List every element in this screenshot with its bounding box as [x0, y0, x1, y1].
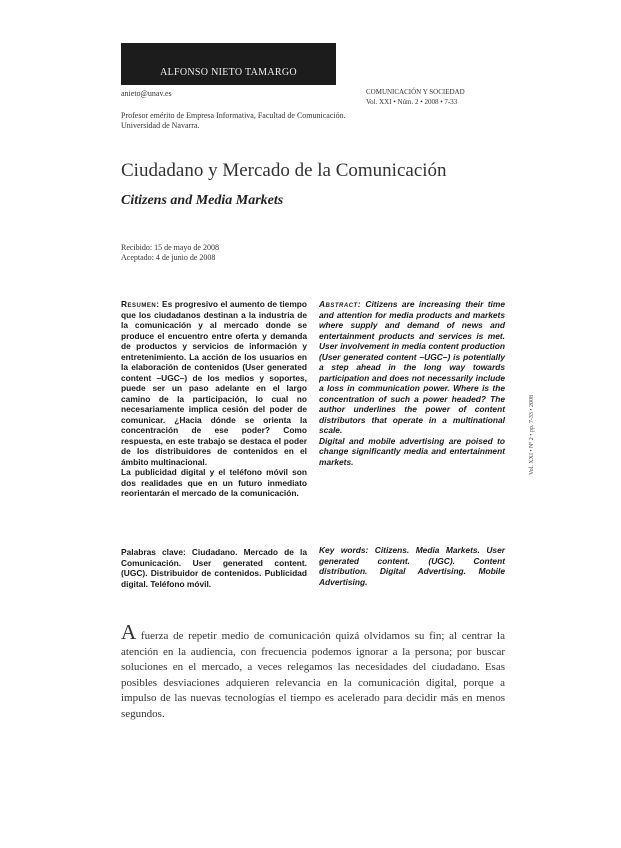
side-note-text: Vol. XXI • Nº 2 • pp. 7-33 • 2008: [529, 395, 535, 475]
side-note: [525, 380, 539, 490]
journal-header: [366, 87, 465, 107]
abstract-text-1: Citizens are increasing their time and attention for media products and markets where supply and demand of news and entertainment products and services is met. User involvement in media content production (User generated content –UGC–) is potentially a step ahead in the long way towards participation and does not necessarily include a loss in communication power. Where is the concentration of such a power headed? The author underlines the power of content distributors that operate in a multinational scale.: [319, 299, 505, 435]
resumen-column: [121, 299, 307, 499]
abstract-label: Abstract:: [319, 299, 362, 309]
keywords-en: Key words: Citizens. Media Markets. User generated content. (UGC). Content distribution. Digital Advertising. Mobile Advertising.: [319, 545, 505, 587]
body-text: [121, 620, 505, 723]
resumen-label: Resumen:: [121, 299, 160, 309]
abstract-paragraph-1: [319, 299, 505, 436]
article-title: Ciudadano y Mercado de la Comunicación: [121, 160, 447, 181]
abstract-paragraph-2: Digital and mobile advertising are poised to change significantly media and entertainment markets.: [319, 435, 505, 467]
accepted-date: Aceptado: 4 de junio de 2008: [121, 253, 216, 262]
abstract-column: [319, 299, 505, 467]
author-email[interactable]: anieto@unav.es: [121, 89, 172, 98]
journal-name: COMUNICACIÓN Y SOCIEDAD: [366, 88, 465, 96]
received-date: Recibido: 15 de mayo de 2008: [121, 243, 219, 252]
resumen-paragraph-2: La publicidad digital y el teléfono móvil son dos realidades que en un futuro inmediato reorientarán el mercado de la comunicación.: [121, 467, 307, 498]
article-subtitle: Citizens and Media Markets: [121, 193, 284, 208]
author-name: ALFONSO NIETO TAMARGO: [160, 67, 297, 78]
body-paragraph: [121, 620, 505, 723]
resumen-paragraph-1: [121, 299, 307, 467]
article-dates: [121, 243, 219, 263]
author-affiliation: Profesor emérito de Empresa Informativa, Facultad de Comunicación. Universidad de Navarra.: [121, 111, 346, 130]
body-paragraph-text: fuerza de repetir medio de comunicación quizá olvidamos su fin; al centrar la atención en la audiencia, con frecuencia podemos ignorar a la persona; por buscar soluciones en el mercado, a veces relegamos las necesidades del ciudadano. Esas posibles desviaciones adquieren relevancia en la comunicación digital, porque a impulso de las nuevas tecnologías el tiempo es acelerado para decidir más en menos segundos.: [121, 630, 505, 720]
drop-cap: A: [121, 620, 137, 644]
resumen-text-1: Es progresivo el aumento de tiempo que los ciudadanos destinan a la industria de la comunicación y al mercado donde se produce el encuentro entre oferta y demanda de productos y servicios de información y entretenimiento. La acción de los usuarios en la elaboración de contenidos (User generated content –UGC–) de los medios y soportes, puede ser un paso adelante en el largo camino de la participación, lo cual no necesariamente implica cesión del poder de comunicar. ¿Hacia dónde se orienta la concentración de ese poder? Como respuesta, en este trabajo se destaca el poder de los distribuidores de contenidos en el ámbito multinacional.: [121, 299, 307, 467]
keywords-es: Palabras clave: Ciudadano. Mercado de la Comunicación. User generated content. (UGC). Distribuidor de contenidos. Publicidad digital. Teléfono móvil.: [121, 547, 307, 589]
author-banner: [121, 43, 336, 85]
journal-issue: Vol. XXI • Núm. 2 • 2008 • 7-33: [366, 98, 458, 106]
